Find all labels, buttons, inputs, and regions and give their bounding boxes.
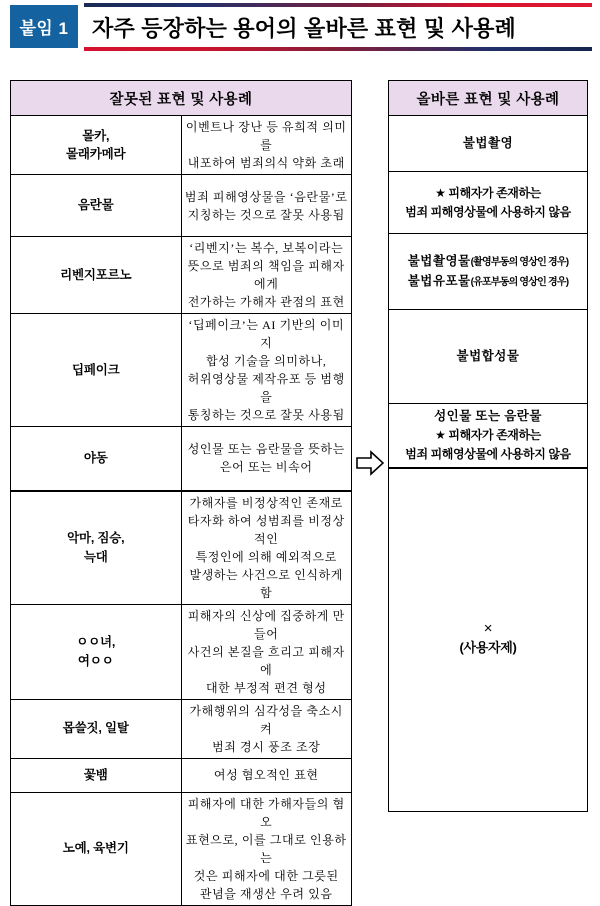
term-cell <box>11 237 182 314</box>
desc-line: 피해자의 신상에 집중하게 만들어 <box>187 608 345 641</box>
title-rule-bottom <box>84 47 592 51</box>
correct-term-cell <box>389 234 588 310</box>
desc-line: 은어 또는 비속어 <box>219 460 313 475</box>
desc-line: 성인물 또는 음란물을 뜻하는 <box>187 442 345 457</box>
correct-table-header: 올바른 표현 및 사용례 <box>389 81 588 116</box>
correct-term-cell <box>389 116 588 172</box>
table-row <box>11 699 352 758</box>
term-cell <box>11 175 182 237</box>
desc-line: 표현으로, 이를 그대로 인용하는 <box>185 832 347 865</box>
star-note-body: 범죄 피해영상물에 사용하지 않음 <box>405 446 571 461</box>
term-cell <box>11 792 182 905</box>
term-cell <box>11 116 182 175</box>
table-row <box>11 427 352 491</box>
description-cell <box>181 314 352 427</box>
desc-line: ‘딥페이크’는 AI 기반의 이미지 <box>188 318 345 350</box>
term-line: 여ㅇㅇ <box>77 653 114 668</box>
description-cell <box>181 699 352 758</box>
desc-line: 대한 부정적 편견 형성 <box>205 680 327 695</box>
term-line: 몰카, <box>82 128 110 143</box>
wrong-table-header: 잘못된 표현 및 사용례 <box>11 81 352 116</box>
correct-term-main: 불법유포물 <box>407 273 471 288</box>
correct-term-main: 불법촬영물 <box>407 254 471 269</box>
description-cell <box>181 427 352 491</box>
term-line: 꽃뱀 <box>83 767 108 782</box>
desc-line: 여성 혐오적인 표현 <box>213 768 319 782</box>
table-row <box>11 314 352 427</box>
description-cell <box>181 175 352 237</box>
description-cell <box>181 116 352 175</box>
title-rule-top <box>84 3 592 7</box>
correct-term-cell <box>389 404 588 468</box>
attachment-badge: 붙임 1 <box>10 5 78 48</box>
table-row <box>11 116 352 175</box>
description-cell <box>181 491 352 605</box>
table-row <box>389 172 588 234</box>
term-line: 몹쓸짓, 일탈 <box>62 721 129 736</box>
x-mark-icon: × <box>483 620 493 638</box>
description-cell <box>181 792 352 905</box>
term-cell <box>11 699 182 758</box>
table-header-row <box>389 81 588 116</box>
desc-line: 관념을 재생산 우려 있음 <box>199 886 333 901</box>
correct-term-line: 불법촬영 <box>462 135 514 150</box>
term-cell <box>11 758 182 792</box>
term-line: 악마, 짐승, <box>67 531 125 546</box>
correct-term-line-group <box>392 272 584 291</box>
desc-line: 내포하여 범죄의식 약화 초래 <box>187 156 345 170</box>
desc-line: 피해자에 대한 가해자들의 혐오 <box>187 796 345 829</box>
term-cell <box>11 427 182 491</box>
desc-line: 허위영상물 제작유포 등 범행을 <box>187 372 345 404</box>
table-row <box>389 404 588 468</box>
description-cell <box>181 237 352 314</box>
correct-term-paren: (유포부동의 영상인 경우) <box>470 276 569 288</box>
desc-line: 범죄 경시 풍조 조장 <box>212 739 321 754</box>
do-not-use-label: (사용자제) <box>459 639 517 655</box>
document-header <box>0 0 600 58</box>
table-row <box>11 175 352 237</box>
table-row <box>389 234 588 310</box>
desc-line: 것은 피해자에 대한 그릇된 <box>193 868 339 883</box>
table-row <box>11 604 352 699</box>
desc-line: 전가하는 가해자 관점의 표현 <box>187 295 345 309</box>
wrong-expressions-table <box>10 80 352 906</box>
correct-term-line-group <box>392 252 584 271</box>
term-line: 야동 <box>83 451 108 466</box>
desc-line: 발생하는 사건으로 인식하게 함 <box>189 567 343 600</box>
page-title: 자주 등장하는 용어의 올바른 표현 및 사용례 <box>92 15 517 41</box>
correct-term-cell <box>389 310 588 404</box>
desc-line: 지칭하는 것으로 잘못 사용됨 <box>187 207 345 222</box>
arrow-right-outline-icon <box>356 450 384 476</box>
desc-line: ‘리벤지’는 복수, 보복이라는 <box>189 241 344 255</box>
table-row <box>11 792 352 905</box>
term-line: ㅇㅇ녀, <box>76 635 116 650</box>
desc-line: 가해자를 비정상적인 존재로 <box>189 495 343 510</box>
star-note-line: ★ 피해자가 존재하는 <box>435 185 541 200</box>
desc-line: 통칭하는 것으로 잘못 사용됨 <box>187 408 345 422</box>
star-note-line: ★ 피해자가 존재하는 <box>435 428 541 443</box>
desc-line: 가해행위의 심각성을 축소시켜 <box>189 703 343 736</box>
desc-line: 이벤트나 장난 등 유희적 의미를 <box>185 120 347 152</box>
description-cell <box>181 604 352 699</box>
correct-term-cell <box>389 172 588 234</box>
term-cell <box>11 604 182 699</box>
term-line: 몰래카메라 <box>66 147 126 161</box>
table-row <box>389 310 588 404</box>
correct-term-line: 성인물 또는 음란물 <box>434 408 542 423</box>
term-line: 딥페이크 <box>71 362 120 377</box>
table-row <box>389 116 588 172</box>
term-line: 음란물 <box>77 198 114 213</box>
star-note-body: 범죄 피해영상물에 사용하지 않음 <box>405 204 571 219</box>
term-line: 늑대 <box>83 549 108 564</box>
table-header-row <box>11 81 352 116</box>
table-row <box>389 468 588 812</box>
desc-line: 범죄 피해영상물을 ‘음란물’로 <box>184 189 348 204</box>
term-cell <box>11 314 182 427</box>
table-row <box>11 758 352 792</box>
desc-line: 특정인에 의해 예외적으로 <box>195 549 337 564</box>
table-row <box>11 237 352 314</box>
do-not-use-cell <box>389 468 588 812</box>
correct-expressions-table <box>388 80 588 812</box>
correct-term-line: 불법합성물 <box>456 348 520 363</box>
desc-line: 타자화 하여 성범죄를 비정상적인 <box>187 513 345 546</box>
title-banner <box>84 3 592 51</box>
desc-line: 뜻으로 범죄의 책임을 피해자에게 <box>187 259 345 291</box>
description-cell <box>181 758 352 792</box>
desc-line: 합성 기술을 의미하나, <box>205 354 327 368</box>
term-line: 리벤지포르노 <box>60 267 132 282</box>
correct-term-paren: (촬영부동의 영상인 경우) <box>470 257 569 269</box>
desc-line: 사건의 본질을 흐리고 피해자에 <box>187 644 345 677</box>
table-row <box>11 491 352 605</box>
term-line: 노예, 육변기 <box>62 841 129 856</box>
term-cell <box>11 491 182 605</box>
